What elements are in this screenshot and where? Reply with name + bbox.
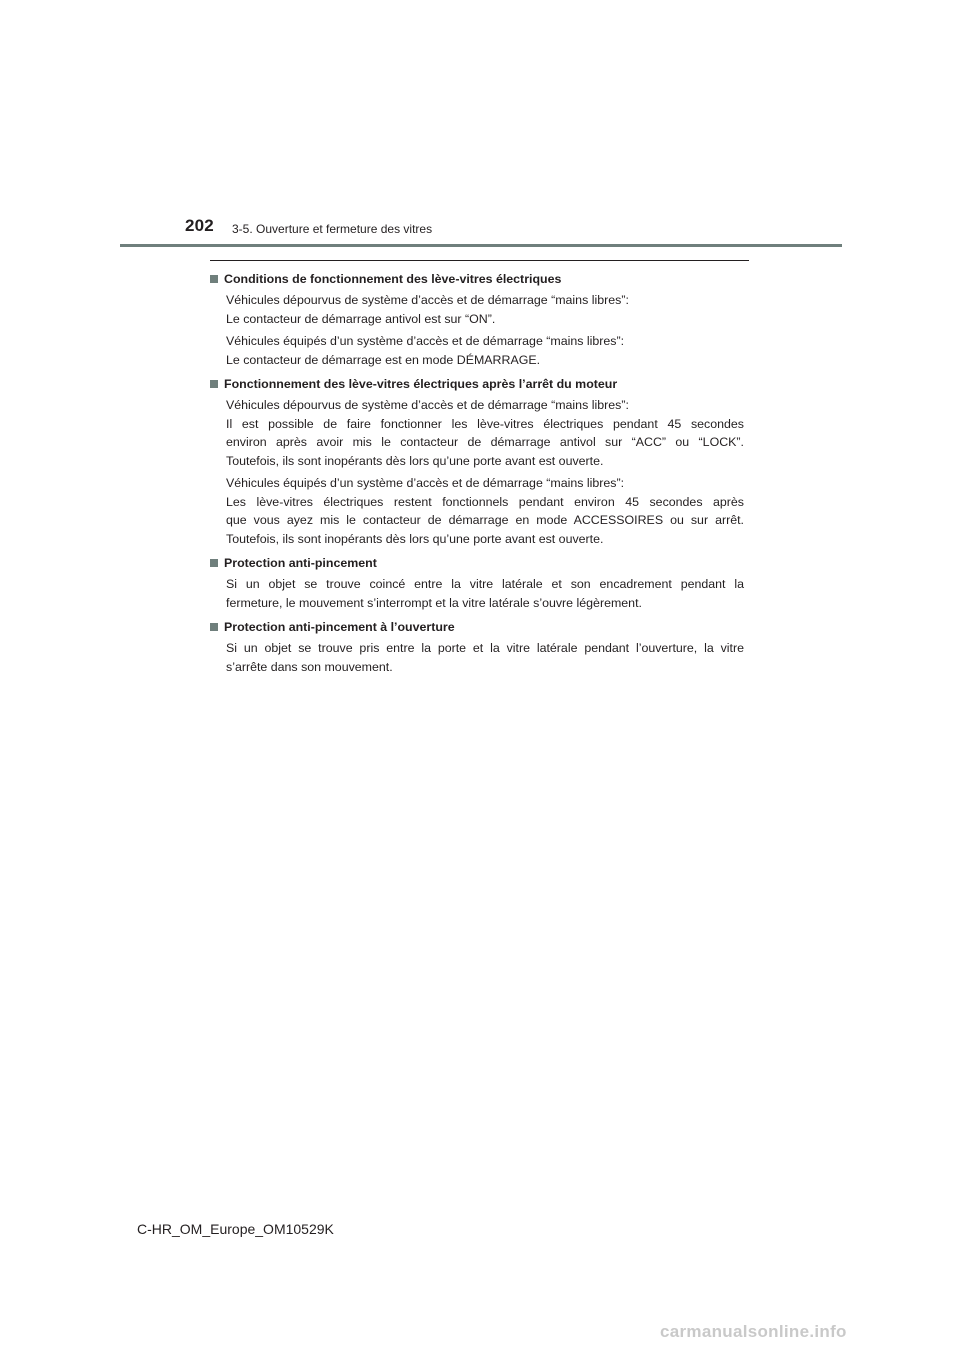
square-bullet-icon — [210, 559, 218, 567]
watermark-link[interactable]: carmanualsonline.info — [660, 1322, 847, 1341]
text-line: Il est possible de faire fonctionner les lève-vitres électriques pendant 45 secondes — [226, 416, 744, 431]
square-bullet-icon — [210, 275, 218, 283]
text-line: Le contacteur de démarrage antivol est sur “ON”. — [226, 311, 496, 326]
section-heading — [210, 270, 744, 288]
section-title: 3-5. Ouverture et fermeture des vitres — [232, 222, 433, 236]
text-line: Toutefois, ils sont inopérants dès lors qu’une porte avant est ouverte. — [226, 531, 604, 546]
paragraph — [226, 474, 744, 548]
text-line: Véhicules dépourvus de système d’accès et de démarrage “mains libres”: — [226, 398, 629, 412]
text-line: Si un objet se trouve pris entre la porte et la vitre latérale pendant l’ouverture, la vitre — [226, 641, 744, 655]
section-after-engine-stop — [210, 375, 744, 548]
heading-text: Protection anti-pincement à l’ouverture — [224, 620, 455, 634]
section-operating-conditions — [210, 270, 744, 369]
paragraph — [226, 291, 744, 328]
text-line: Véhicules dépourvus de système d’accès et de démarrage “mains libres”: — [226, 293, 629, 307]
text-line: fermeture, le mouvement s’interrompt et la vitre latérale s’ouvre légèrement. — [226, 595, 642, 610]
text-line: Les lève-vitres électriques restent fonctionnels pendant environ 45 secondes après — [226, 494, 744, 509]
text-line: Si un objet se trouve coincé entre la vitre latérale et son encadrement pendant la — [226, 577, 744, 591]
paragraph — [226, 639, 744, 676]
section-heading — [210, 554, 744, 572]
content-divider — [210, 260, 749, 261]
text-line: Véhicules équipés d’un système d’accès et de démarrage “mains libres”: — [226, 334, 625, 348]
heading-text: Conditions de fonctionnement des lève-vitres électriques — [224, 272, 562, 286]
heading-text: Protection anti-pincement — [224, 556, 377, 570]
square-bullet-icon — [210, 623, 218, 631]
section-heading — [210, 618, 744, 636]
paragraph — [226, 396, 744, 470]
section-anti-pinch — [210, 554, 744, 612]
text-line: s’arrête dans son mouvement. — [226, 659, 393, 674]
square-bullet-icon — [210, 380, 218, 388]
text-line: Le contacteur de démarrage est en mode DÉMARRAGE. — [226, 352, 541, 367]
paragraph — [226, 332, 744, 369]
content-body — [210, 270, 744, 682]
header-rule — [120, 244, 842, 247]
heading-text: Fonctionnement des lève-vitres électriques après l’arrêt du moteur — [224, 377, 618, 391]
document-code: C-HR_OM_Europe_OM10529K — [137, 1221, 334, 1237]
section-anti-pinch-opening — [210, 618, 744, 676]
page-number: 202 — [185, 216, 214, 235]
section-heading — [210, 375, 744, 393]
text-line: Toutefois, ils sont inopérants dès lors qu’une porte avant est ouverte. — [226, 453, 604, 468]
text-line: environ après avoir mis le contacteur de démarrage antivol sur “ACC” ou “LOCK”. — [226, 435, 744, 449]
paragraph — [226, 575, 744, 612]
text-line: que vous ayez mis le contacteur de démarrage en mode ACCESSOIRES ou sur arrêt. — [226, 513, 744, 527]
text-line: Véhicules équipés d’un système d’accès et de démarrage “mains libres”: — [226, 476, 625, 490]
